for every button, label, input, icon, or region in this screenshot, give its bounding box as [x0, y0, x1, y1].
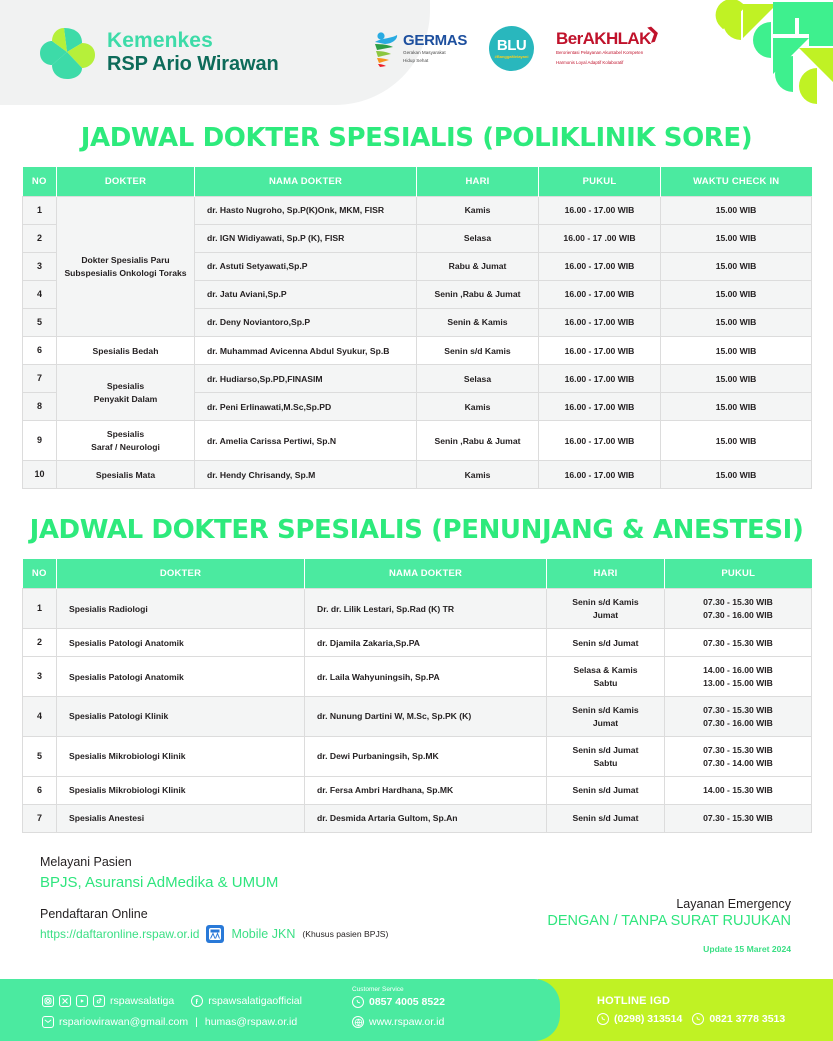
website-url[interactable]: www.rspaw.or.id: [369, 1016, 445, 1028]
cell-waktu-check-in: 15.00 WIB: [661, 421, 812, 461]
cell-waktu-check-in: 15.00 WIB: [661, 461, 812, 489]
kemenkes-clover-icon: [38, 24, 96, 80]
col-waktu-check-in: WAKTU CHECK IN: [661, 167, 812, 197]
cell-dokter: Spesialis Mata: [57, 461, 195, 489]
customer-service-label: Customer Service: [352, 986, 404, 993]
cell-dokter: Spesialis Patologi Klinik: [57, 697, 305, 737]
info-right: [547, 897, 791, 954]
cell-hari: Senin s/d Kamis Jumat: [547, 589, 665, 629]
cell-pukul: 14.00 - 15.30 WIB: [665, 777, 812, 805]
table-row: [23, 337, 812, 365]
germas-tagline-1: Gerakan Masyarakat: [403, 49, 446, 55]
cell-nama-dokter: dr. Dewi Purbaningsih, Sp.MK: [305, 737, 547, 777]
table-row: [23, 365, 812, 393]
berakhlak-sub-1: Berorientasi Pelayanan Akuntabel Kompeten: [556, 50, 644, 56]
cell-dokter: Spesialis Mikrobiologi Klinik: [57, 737, 305, 777]
cell-waktu-check-in: 15.00 WIB: [661, 337, 812, 365]
table-row: [23, 461, 812, 489]
cell-dokter: Spesialis Bedah: [57, 337, 195, 365]
table-row: [23, 805, 812, 833]
col-nama-dokter: NAMA DOKTER: [305, 559, 547, 589]
cell-dokter: Dokter Spesialis Paru Subspesialis Onkologi Toraks: [57, 197, 195, 337]
logo-line-1: Kemenkes: [107, 29, 213, 53]
cell-hari: Senin & Kamis: [417, 309, 539, 337]
col-nama-dokter: NAMA DOKTER: [195, 167, 417, 197]
table-row: [23, 777, 812, 805]
cell-nama-dokter: dr. Muhammad Avicenna Abdul Syukur, Sp.B: [195, 337, 417, 365]
footer-cs-row: [352, 996, 445, 1008]
cell-waktu-check-in: 15.00 WIB: [661, 225, 812, 253]
cell-dokter: Spesialis Radiologi: [57, 589, 305, 629]
facebook-icon[interactable]: [191, 995, 203, 1007]
cell-hari: Senin s/d Kamis: [417, 337, 539, 365]
cell-no: 4: [23, 281, 57, 309]
table-body-1: [23, 197, 812, 489]
cell-nama-dokter: dr. Fersa Ambri Hardhana, Sp.MK: [305, 777, 547, 805]
cell-nama-dokter: dr. Deny Noviantoro,Sp.P: [195, 309, 417, 337]
cell-nama-dokter: dr. Nunung Dartini W, M.Sc, Sp.PK (K): [305, 697, 547, 737]
cell-no: 8: [23, 393, 57, 421]
cell-hari: Senin s/d Kamis Jumat: [547, 697, 665, 737]
col-no: NO: [23, 167, 57, 197]
cell-hari: Kamis: [417, 197, 539, 225]
cell-pukul: 16.00 - 17.00 WIB: [539, 365, 661, 393]
hotline-phone[interactable]: (0298) 313514: [614, 1013, 683, 1025]
email-icon: [42, 1016, 54, 1028]
instagram-icon[interactable]: [42, 995, 54, 1007]
schedule-table-wrap-1: [22, 167, 811, 489]
cell-hari: Senin s/d Jumat: [547, 629, 665, 657]
cell-no: 4: [23, 697, 57, 737]
cell-pukul: 16.00 - 17.00 WIB: [539, 253, 661, 281]
footer-lime-panel: [513, 979, 833, 1041]
section-title-poliklinik: JADWAL DOKTER SPESIALIS (POLIKLINIK SORE): [80, 123, 753, 153]
cell-hari: Kamis: [417, 461, 539, 489]
pendaftaran-url[interactable]: https://daftaronline.rspaw.or.id: [40, 927, 200, 942]
cell-nama-dokter: dr. IGN Widiyawati, Sp.P (K), FISR: [195, 225, 417, 253]
cell-hari: Kamis: [417, 393, 539, 421]
cell-pukul: 16.00 - 17.00 WIB: [539, 197, 661, 225]
blu-logo: [489, 26, 534, 71]
cell-pukul: 07.30 - 15.30 WIB: [665, 629, 812, 657]
cell-pukul: 16.00 - 17.00 WIB: [539, 421, 661, 461]
cell-no: 1: [23, 589, 57, 629]
page-footer: [0, 979, 833, 1041]
pendaftaran-label: Pendaftaran Online: [40, 906, 148, 921]
social-handle: rspawsalatiga: [110, 995, 175, 1007]
cell-nama-dokter: dr. Hudiarso,Sp.PD,FINASIM: [195, 365, 417, 393]
mobile-jkn-app-icon[interactable]: [206, 925, 224, 943]
email-secondary[interactable]: humas@rspaw.or.id: [204, 1016, 298, 1028]
germas-text: [403, 33, 467, 64]
cell-no: 3: [23, 253, 57, 281]
blu-name: BLU: [496, 37, 527, 54]
cell-nama-dokter: dr. Jatu Aviani,Sp.P: [195, 281, 417, 309]
germas-figure-icon: [372, 31, 400, 67]
cell-nama-dokter: dr. Djamila Zakaria,Sp.PA: [305, 629, 547, 657]
col-hari: HARI: [417, 167, 539, 197]
hotline-mobile[interactable]: 0821 3778 3513: [709, 1013, 786, 1025]
berakhlak-swoosh-icon: ❯: [645, 24, 662, 44]
blu-sub: #BanggaMelayani: [494, 54, 529, 59]
tiktok-icon[interactable]: [93, 995, 105, 1007]
cell-dokter: Spesialis Saraf / Neurologi: [57, 421, 195, 461]
globe-icon: [352, 1016, 364, 1028]
table-row: [23, 421, 812, 461]
melayani-label: Melayani Pasien: [40, 855, 132, 870]
section-title-penunjang: JADWAL DOKTER SPESIALIS (PENUNJANG & ANESTESI): [29, 515, 804, 546]
emergency-label: Layanan Emergency: [676, 897, 791, 912]
schedule-table-wrap-2: [22, 559, 811, 833]
corner-decoration: [713, 0, 833, 105]
youtube-icon[interactable]: [76, 995, 88, 1007]
cell-dokter: Spesialis Penyakit Dalam: [57, 365, 195, 421]
cell-hari: Selasa: [417, 225, 539, 253]
cell-dokter: Spesialis Anestesi: [57, 805, 305, 833]
x-twitter-icon[interactable]: [59, 995, 71, 1007]
emergency-value: DENGAN / TANPA SURAT RUJUKAN: [547, 913, 791, 930]
cell-hari: Senin s/d Jumat Sabtu: [547, 737, 665, 777]
col-no: NO: [23, 559, 57, 589]
cell-no: 5: [23, 309, 57, 337]
col-pukul: PUKUL: [665, 559, 812, 589]
germas-logo: [372, 31, 467, 67]
page-header: [0, 0, 833, 105]
berakhlak-logo: [556, 24, 662, 66]
cell-no: 3: [23, 657, 57, 697]
cell-hari: Senin s/d Jumat: [547, 805, 665, 833]
col-pukul: PUKUL: [539, 167, 661, 197]
cell-nama-dokter: dr. Hasto Nugroho, Sp.P(K)Onk, MKM, FISR: [195, 197, 417, 225]
cs-number[interactable]: 0857 4005 8522: [369, 996, 445, 1008]
footer-email-row: [42, 1016, 297, 1028]
cell-waktu-check-in: 15.00 WIB: [661, 393, 812, 421]
cell-no: 2: [23, 629, 57, 657]
mobile-jkn-note: (Khusus pasien BPJS): [302, 929, 389, 940]
whatsapp-hotline-icon: [692, 1013, 704, 1025]
cell-nama-dokter: dr. Desmida Artaria Gultom, Sp.An: [305, 805, 547, 833]
email-primary[interactable]: rspariowirawan@gmail.com: [59, 1016, 189, 1028]
cell-nama-dokter: dr. Hendy Chrisandy, Sp.M: [195, 461, 417, 489]
partner-logos: [372, 24, 662, 71]
cell-waktu-check-in: 15.00 WIB: [661, 309, 812, 337]
cell-no: 7: [23, 365, 57, 393]
cell-pukul: 14.00 - 16.00 WIB 13.00 - 15.00 WIB: [665, 657, 812, 697]
hospital-logo: [38, 24, 279, 80]
logo-text: [107, 29, 279, 75]
cell-waktu-check-in: 15.00 WIB: [661, 281, 812, 309]
cell-pukul: 07.30 - 15.30 WIB: [665, 805, 812, 833]
facebook-handle: rspawsalatigaofficial: [208, 995, 302, 1007]
cell-nama-dokter: dr. Amelia Carissa Pertiwi, Sp.N: [195, 421, 417, 461]
cell-nama-dokter: dr. Laila Wahyuningsih, Sp.PA: [305, 657, 547, 697]
cell-hari: Selasa & Kamis Sabtu: [547, 657, 665, 697]
cell-pukul: 16.00 - 17.00 WIB: [539, 461, 661, 489]
table-row: [23, 629, 812, 657]
cell-hari: Senin ,Rabu & Jumat: [417, 421, 539, 461]
col-dokter: DOKTER: [57, 167, 195, 197]
hotline-title: HOTLINE IGD: [597, 995, 671, 1007]
info-block: [22, 853, 811, 953]
cell-pukul: 16.00 - 17.00 WIB: [539, 309, 661, 337]
germas-name: GERMAS: [403, 31, 468, 49]
cell-hari: Selasa: [417, 365, 539, 393]
cell-no: 10: [23, 461, 57, 489]
col-hari: HARI: [547, 559, 665, 589]
cell-pukul: 16.00 - 17 .00 WIB: [539, 225, 661, 253]
cell-no: 6: [23, 777, 57, 805]
table-row: [23, 737, 812, 777]
berakhlak-name: BerAKHLAK: [556, 29, 651, 49]
cell-pukul: 07.30 - 15.30 WIB 07.30 - 14.00 WIB: [665, 737, 812, 777]
update-date: Update 15 Maret 2024: [703, 944, 791, 955]
cell-no: 1: [23, 197, 57, 225]
pendaftaran-row: [40, 925, 388, 943]
cell-hari: Rabu & Jumat: [417, 253, 539, 281]
table-header-row: [23, 559, 812, 589]
footer-green-panel: [0, 979, 560, 1041]
cell-pukul: 16.00 - 17.00 WIB: [539, 337, 661, 365]
cell-no: 9: [23, 421, 57, 461]
cell-no: 6: [23, 337, 57, 365]
table-header-row: [23, 167, 812, 197]
table-head-1: [23, 167, 812, 197]
info-left: [40, 853, 388, 943]
table-row: [23, 197, 812, 225]
logo-line-2: RSP Ario Wirawan: [107, 52, 279, 75]
cell-dokter: Spesialis Patologi Anatomik: [57, 629, 305, 657]
footer-social-row: [42, 995, 302, 1007]
cell-nama-dokter: dr. Peni Erlinawati,M.Sc,Sp.PD: [195, 393, 417, 421]
mobile-jkn-label: Mobile JKN: [231, 927, 296, 942]
cell-pukul: 16.00 - 17.00 WIB: [539, 281, 661, 309]
cell-waktu-check-in: 15.00 WIB: [661, 197, 812, 225]
cell-no: 2: [23, 225, 57, 253]
table-row: [23, 697, 812, 737]
cell-dokter: Spesialis Mikrobiologi Klinik: [57, 777, 305, 805]
hotline-numbers: [597, 1013, 785, 1025]
email-separator: |: [195, 1016, 198, 1028]
footer-website-row: [352, 1016, 444, 1028]
germas-tagline-2: Hidup Sehat: [403, 58, 429, 63]
cell-pukul: 07.30 - 15.30 WIB 07.30 - 16.00 WIB: [665, 697, 812, 737]
cell-nama-dokter: dr. Astuti Setyawati,Sp.P: [195, 253, 417, 281]
cell-waktu-check-in: 15.00 WIB: [661, 365, 812, 393]
cell-no: 7: [23, 805, 57, 833]
cell-no: 5: [23, 737, 57, 777]
cell-hari: Senin s/d Jumat: [547, 777, 665, 805]
cell-pukul: 16.00 - 17.00 WIB: [539, 393, 661, 421]
col-dokter: DOKTER: [57, 559, 305, 589]
table-body-2: [23, 589, 812, 833]
berakhlak-sub-2: Harmonis Loyal Adaptif Kolaboratif: [556, 60, 624, 65]
whatsapp-icon[interactable]: [352, 996, 364, 1008]
schedule-table-penunjang: [22, 559, 812, 833]
table-row: [23, 589, 812, 629]
telephone-icon: [597, 1013, 609, 1025]
cell-waktu-check-in: 15.00 WIB: [661, 253, 812, 281]
schedule-table-poliklinik: [22, 167, 812, 489]
cell-nama-dokter: Dr. dr. Lilik Lestari, Sp.Rad (K) TR: [305, 589, 547, 629]
cell-hari: Senin ,Rabu & Jumat: [417, 281, 539, 309]
table-head-2: [23, 559, 812, 589]
cell-pukul: 07.30 - 15.30 WIB 07.30 - 16.00 WIB: [665, 589, 812, 629]
table-row: [23, 657, 812, 697]
cell-dokter: Spesialis Patologi Anatomik: [57, 657, 305, 697]
melayani-value: BPJS, Asuransi AdMedika & UMUM: [40, 874, 279, 892]
